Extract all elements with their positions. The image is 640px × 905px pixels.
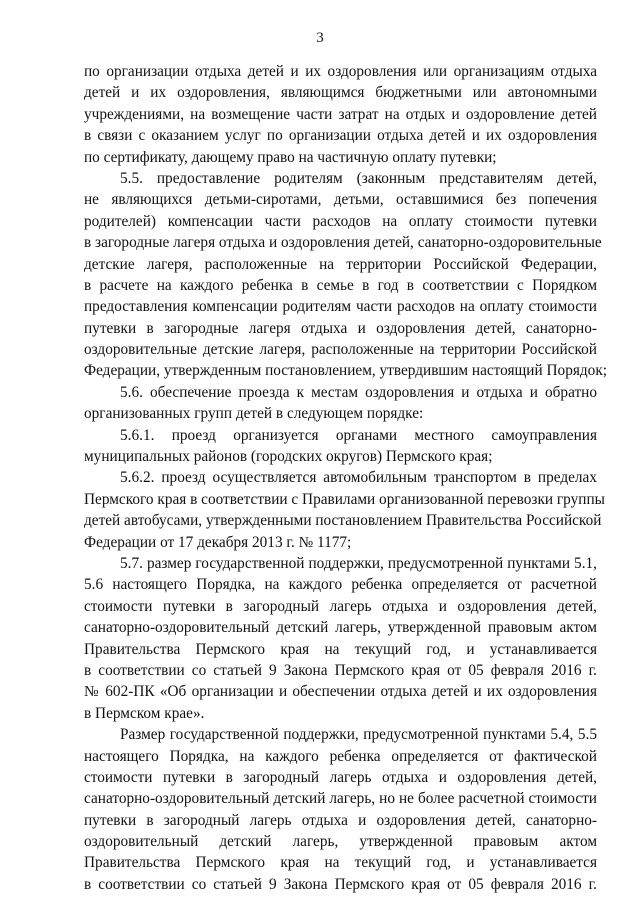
text-line: в связи с оказанием услуг по организации отдыха детей и их оздоровления (84, 127, 597, 145)
text-line: 5.6 настоящего Порядка, на каждого ребенка определяется от расчетной (84, 576, 597, 594)
text-line: в соответствии со статьей 9 Закона Пермского края от 05 февраля 2016 г. (84, 661, 597, 679)
text-line: в соответствии со статьей 9 Закона Пермского края от 05 февраля 2016 г. (84, 875, 597, 893)
text-line: санаторно-оздоровительный детский лагерь, но не более расчетной стоимости (84, 790, 597, 808)
text-line: детей автобусами, утвержденными постановлением Правительства Российской (84, 512, 602, 530)
text-line: № 602-ПК «Об организации и обеспечении отдыха детей и их оздоровления (84, 683, 597, 701)
text-line: предоставления компенсации родителям части расходов на оплату стоимости (84, 298, 597, 316)
text-line: Правительства Пермского края на текущий год, и устанавливается (84, 854, 597, 872)
text-line: Размер государственной поддержки, предусмотренной пунктами 5.4, 5.5 (120, 726, 597, 744)
text-line: детей и их оздоровления, являющимся бюджетными или автономными (84, 84, 597, 102)
text-line: 5.7. размер государственной поддержки, предусмотренной пунктами 5.1, (120, 554, 597, 572)
text-line: учреждениями, на возмещение части затрат на отдых и оздоровление детей (84, 105, 597, 123)
text-line: в загородные лагеря отдыха и оздоровления детей, санаторно-оздоровительные (84, 234, 602, 252)
text-line: Федерации, утвержденным постановлением, утвердившим настоящий Порядок; (84, 362, 607, 380)
text-line: родителей) компенсации части расходов на оплату стоимости путевки (84, 212, 597, 230)
text-line: санаторно-оздоровительный детский лагерь, утвержденной правовым актом (84, 619, 597, 637)
text-line: 5.6.1. проезд организуется органами местного самоуправления (120, 426, 597, 444)
text-line: не являющихся детьми-сиротами, детьми, оставшимися без попечения (84, 191, 597, 209)
text-line: организованных групп детей в следующем порядке: (84, 405, 424, 423)
text-line: стоимости путевки в загородный лагерь отдыха и оздоровления детей, (84, 768, 597, 786)
text-line: Правительства Пермского края на текущий год, и устанавливается (84, 640, 597, 658)
text-line: 5.5. предоставление родителям (законным представителям детей, (120, 169, 597, 187)
document-body (84, 61, 607, 895)
text-line: стоимости путевки в загородный лагерь отдыха и оздоровления детей, (84, 597, 597, 615)
text-line: по сертификату, дающему право на частичную оплату путевки; (84, 148, 497, 166)
text-line: путевки в загородные лагеря отдыха и оздоровления детей, санаторно- (84, 319, 597, 337)
text-line: оздоровительные детские лагеря, расположенные на территории Российской (84, 341, 597, 359)
text-line: детские лагеря, расположенные на территории Российской Федерации, (84, 255, 597, 273)
text-line: по организации отдыха детей и их оздоровления или организациям отдыха (84, 63, 597, 80)
text-line: муниципальных районов (городских округов) Пермского края; (84, 448, 493, 466)
text-line: настоящего Порядка, на каждого ребенка определяется от фактической (84, 747, 597, 765)
text-line: путевки в загородный лагерь отдыха и оздоровления детей, санаторно- (84, 811, 597, 829)
text-line: Федерации от 17 декабря 2013 г. № 1177; (84, 533, 352, 551)
page-number: 3 (316, 30, 324, 46)
text-line: 5.6.2. проезд осуществляется автомобильным транспортом в пределах (120, 469, 597, 487)
text-line: оздоровительный детский лагерь, утвержденной правовым актом (84, 833, 597, 851)
text-line: Пермского края в соответствии с Правилами организованной перевозки группы (84, 490, 605, 508)
text-line: в Пермском крае». (84, 704, 205, 722)
text-line: в расчете на каждого ребенка в семье в год в соответствии с Порядком (84, 276, 597, 294)
text-line: 5.6. обеспечение проезда к местам оздоровления и отдыха и обратно (120, 383, 597, 401)
